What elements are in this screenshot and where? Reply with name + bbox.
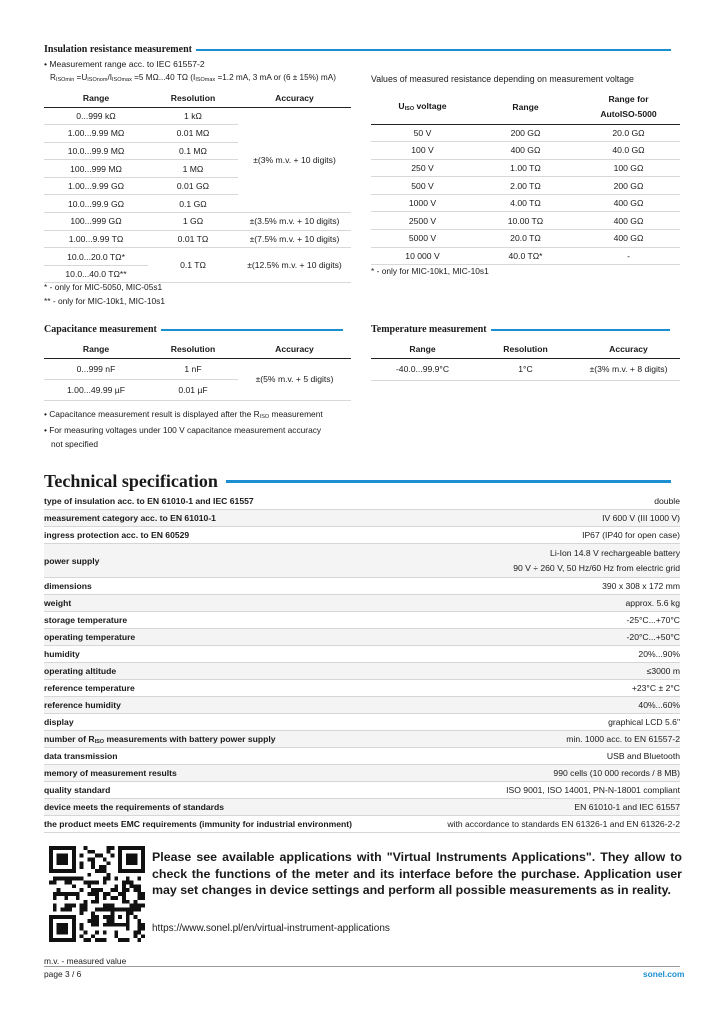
spec-row [44,595,680,612]
tech-spec-title: Technical specification [44,471,671,492]
spec-value: 40%...60% [638,700,680,710]
capacitance-note-1: • Capacitance measurement result is displayed after the $R_{ISO}$ measurement [44,409,323,420]
spec-key: the product meets EMC requirements (immunity for industrial environment) [44,819,352,829]
table-row: 500 V 2.00 TΩ 200 GΩ [371,177,680,195]
table-row: 100 V 400 GΩ 40.0 GΩ [371,142,680,160]
table-row: 100...999 MΩ 1 MΩ [44,160,351,178]
voltage-note: * - only for MIC-10k1, MIC-10s1 [371,266,489,276]
apps-url-link[interactable]: https://www.sonel.pl/en/virtual-instrument-applications [152,923,390,934]
table-row: 250 V 1.00 TΩ 100 GΩ [371,159,680,177]
spec-key: reference temperature [44,683,135,693]
spec-row [44,816,680,833]
spec-key: operating altitude [44,666,117,676]
spec-value: USB and Bluetooth [606,751,680,761]
spec-value: min. 1000 acc. to EN 61557-2 [566,734,680,744]
spec-value: approx. 5.6 kg [625,598,680,608]
spec-key: humidity [44,649,80,659]
table-row: 2500 V 10.00 TΩ 400 GΩ [371,212,680,230]
table-row: 0...999 nF 1 nF ±(5% m.v. + 5 digits) [44,358,351,379]
spec-key: quality standard [44,785,111,795]
table-row: 0...999 kΩ 1 kΩ ±(3% m.v. + 10 digits) [44,107,351,125]
range-bullet: • Measurement range acc. to IEC 61557-2 [44,59,205,69]
title-rule [161,329,343,331]
spec-row [44,544,680,578]
spec-value: +23°C ± 2°C [631,683,680,693]
table-row: 10.0...99.9 MΩ 0.1 MΩ [44,142,351,160]
title-rule [491,329,670,331]
temperature-table: Range Resolution Accuracy -40.0...99.9°C 1°C ±(3% m.v. + 8 digits) [371,340,680,381]
spec-row [44,748,680,765]
insulation-note-1: * - only for MIC-5050, MIC-05s1 [44,282,163,292]
table-row: 5000 V 20.0 TΩ 400 GΩ [371,230,680,248]
spec-row [44,731,680,748]
spec-key: storage temperature [44,615,128,625]
spec-row [44,578,680,595]
col-accuracy: Accuracy [238,89,351,107]
capacitance-note-2: • For measuring voltages under 100 V capacitance measurement accuracy [44,425,322,435]
table-row: 100...999 GΩ 1 GΩ ±(3.5% m.v. + 10 digits) [44,213,351,231]
capacitance-section-title: Capacitance measurement [44,324,343,335]
footer-rule [44,966,680,967]
spec-key: power supply [44,555,100,566]
page-number: page 3 / 6 [44,969,82,979]
spec-value: IP67 (IP40 for open case) [582,530,680,540]
spec-value: IV 600 V (III 1000 V) [602,513,680,523]
spec-row [44,765,680,782]
col-range: Range [474,90,577,124]
spec-row [44,799,680,816]
spec-value: 20%...90% [638,649,680,659]
spec-value: double [654,496,680,506]
spec-key: data transmission [44,751,118,761]
table-row: 1.00...9.99 MΩ 0.01 MΩ [44,125,351,143]
table-row: -40.0...99.9°C 1°C ±(3% m.v. + 8 digits) [371,358,680,380]
insulation-note-2: ** - only for MIC-10k1, MIC-10s1 [44,296,166,306]
spec-value: with accordance to standards EN 61326-1 and EN 61326-2-2 [447,819,680,829]
table-row: 1000 V 4.00 TΩ 400 GΩ [371,194,680,212]
spec-value: -25°C...+70°C [626,615,680,625]
spec-value: 990 cells (10 000 records / 8 MB) [553,768,680,778]
table-row: 1.00...9.99 GΩ 0.01 GΩ [44,177,351,195]
table-row: 10.0...40.0 TΩ** [44,265,351,283]
temperature-section-title: Temperature measurement [371,324,670,335]
spec-key: operating temperature [44,632,136,642]
spec-row [44,646,680,663]
spec-row [44,493,680,510]
merged-accuracy: ±(3% m.v. + 10 digits) [238,107,351,213]
range-formula: $R_{ISOmin} =U_{ISOnom}/I_{ISOmax} =5$ MΩ...40 TΩ ($I_{ISOmax} =1.2$ mA, 3 mA or (6 ± 15%) mA) [50,73,336,83]
voltage-table [371,90,680,265]
spec-key: device meets the requirements of standards [44,802,225,812]
spec-key: weight [44,598,72,608]
spec-value: Li-Ion 14.8 V rechargeable battery 90 V ÷ 260 V, 50 Hz/60 Hz from electric grid [513,548,680,573]
col-uiso: $U_{ISO}$ voltage [371,90,474,124]
col-range: Range [44,89,148,107]
spec-key: dimensions [44,581,92,591]
spec-row [44,714,680,731]
spec-value: ≤3000 m [646,666,680,676]
spec-row [44,510,680,527]
spec-key: measurement category acc. to EN 61010-1 [44,513,216,523]
spec-value: 390 x 308 x 172 mm [602,581,680,591]
table-row: 10.0...99.9 GΩ 0.1 GΩ [44,195,351,213]
table-row: 10.0...20.0 TΩ* 0.1 TΩ ±(12.5% m.v. + 10 digits) [44,248,351,266]
apps-description: Please see available applications with "Virtual Instruments Applications". They allow to check the functions of the meter and its interface before the purchase. Application user may set changes in device settings and perform all possible measurements as in reality. [152,850,682,898]
spec-key: ingress protection acc. to EN 60529 [44,530,190,540]
spec-key: reference humidity [44,700,121,710]
spec-key: memory of measurement results [44,768,177,778]
spec-row [44,680,680,697]
spec-row [44,782,680,799]
insulation-section-title: Insulation resistance measurement [44,44,671,55]
tech-spec-table [44,493,680,833]
brand-link[interactable]: sonel.com [643,969,685,979]
table-row: 10 000 V 40.0 TΩ* - [371,247,680,265]
spec-key: type of insulation acc. to EN 61010-1 and IEC 61557 [44,496,254,506]
spec-key: display [44,717,74,727]
spec-value: graphical LCD 5.6" [608,717,680,727]
spec-row [44,527,680,544]
spec-key: number of $R_{ISO}$ measurements with battery power supply [44,733,276,745]
spec-row [44,612,680,629]
capacitance-note-2b: not specified [51,439,99,449]
spec-value: ISO 9001, ISO 14001, PN-N-18001 compliant [506,785,680,795]
voltage-table-caption: Values of measured resistance depending on measurement voltage [371,74,634,84]
title-rule [226,480,671,483]
mv-legend: m.v. - measured value [44,956,127,966]
col-autoiso: Range for AutoISO-5000 [577,90,680,124]
spec-value: -20°C...+50°C [626,632,680,642]
spec-row [44,663,680,680]
qr-code-icon [49,846,145,942]
table-row: 1.00...49.99 µF 0.01 µF [44,379,351,400]
spec-value: EN 61010-1 and IEC 61557 [574,802,680,812]
title-rule [196,49,671,51]
spec-row [44,697,680,714]
insulation-table [44,89,351,283]
capacitance-table: Range Resolution Accuracy 0...999 nF 1 nF ±(5% m.v. + 5 digits) 1.00...49.99 µF 0.01 µF [44,340,351,401]
table-row: 50 V 200 GΩ 20.0 GΩ [371,124,680,142]
table-row: 1.00...9.99 TΩ 0.01 TΩ ±(7.5% m.v. + 10 digits) [44,230,351,248]
spec-row [44,629,680,646]
col-resolution: Resolution [148,89,238,107]
